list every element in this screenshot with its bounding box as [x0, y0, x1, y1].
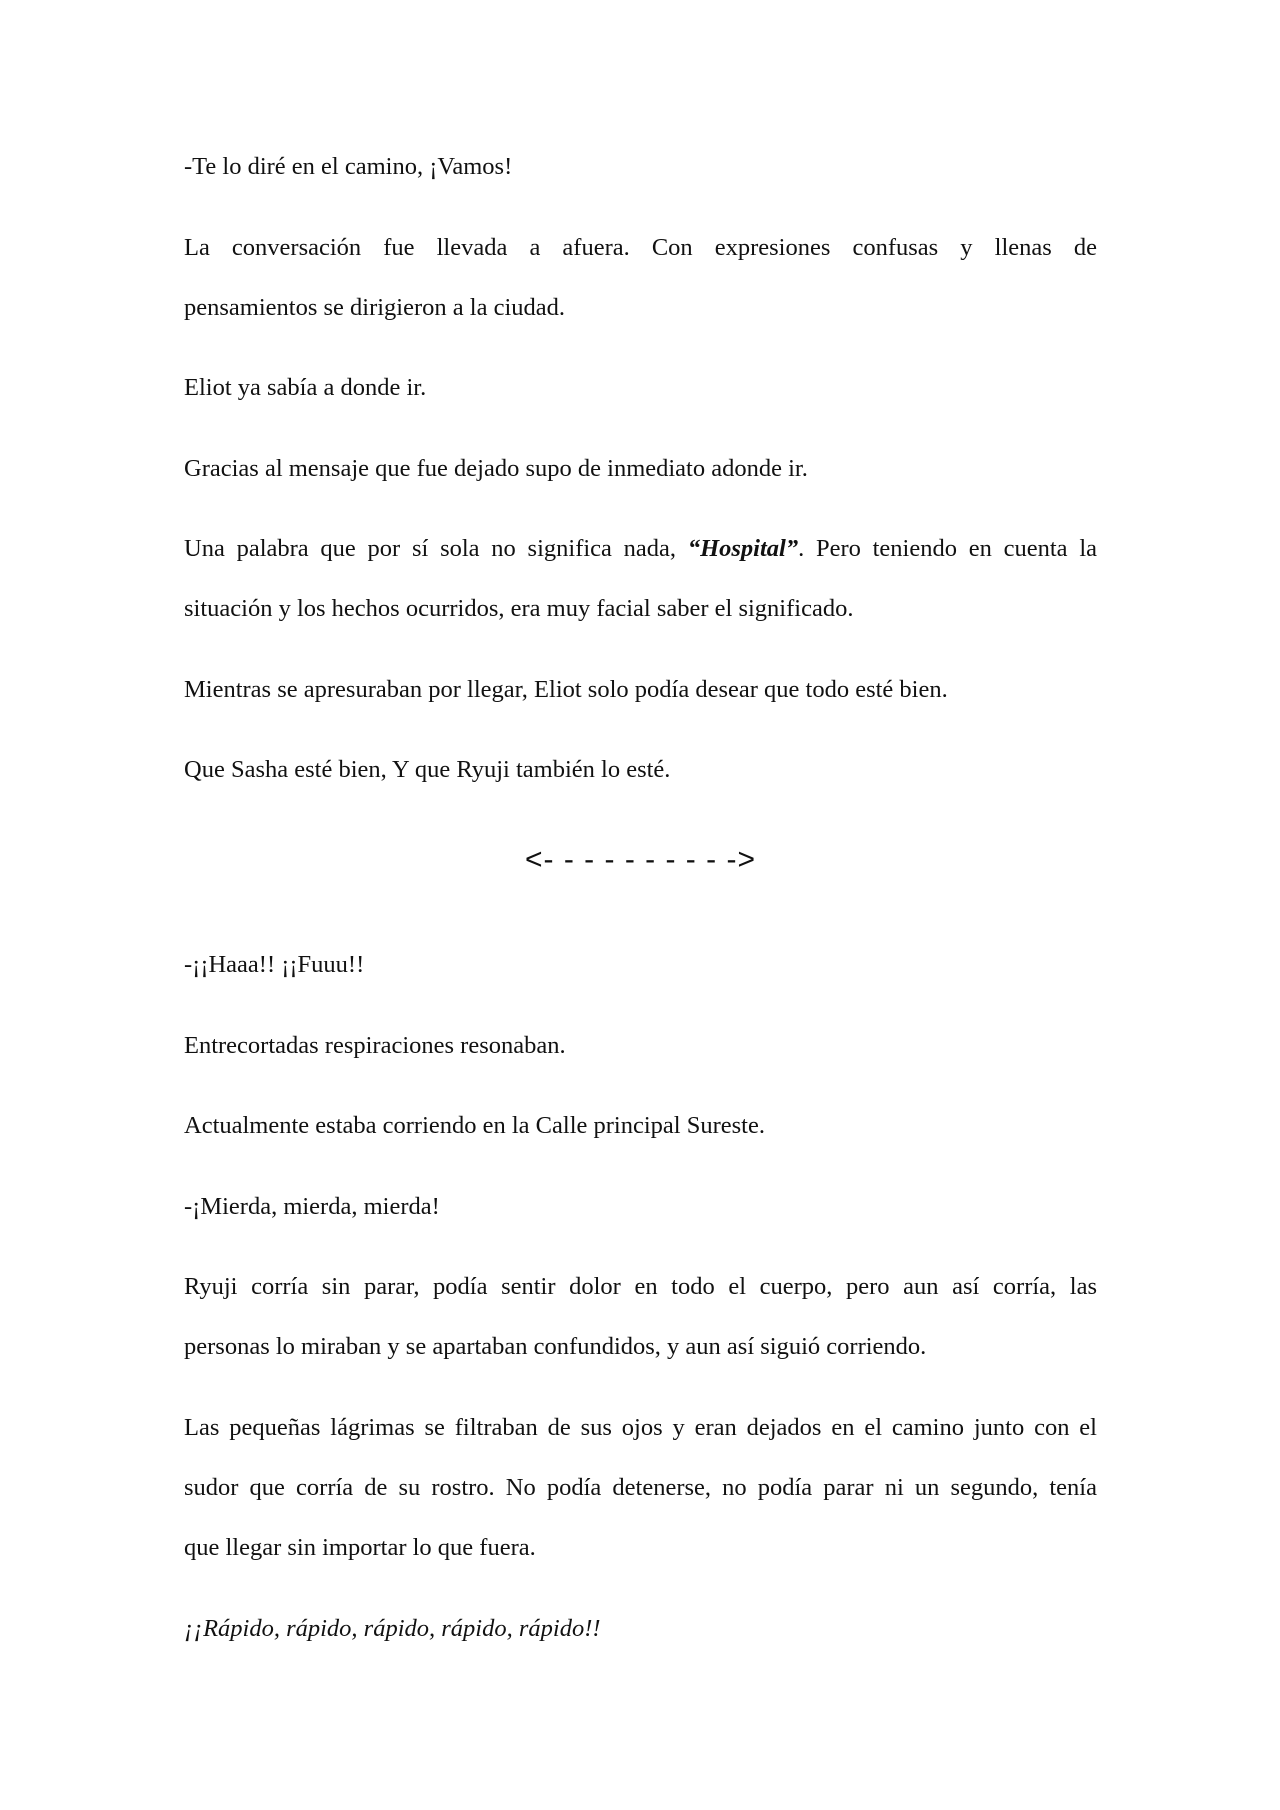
dialogue-line: -Te lo diré en el camino, ¡Vamos! [184, 153, 513, 180]
paragraph-line: pensamientos se dirigieron a la ciudad. [184, 294, 565, 321]
paragraph-line: Gracias al mensaje que fue dejado supo de inmediato adonde ir. [184, 455, 808, 482]
paragraph-line: Mientras se apresuraban por llegar, Eliot solo podía desear que todo esté bien. [184, 676, 948, 703]
document-page [184, 0, 1097, 1810]
scene-separator: <- - - - - - - - - -> [525, 843, 756, 876]
paragraph-line: Entrecortadas respiraciones resonaban. [184, 1032, 566, 1059]
paragraph-line: personas lo miraban y se apartaban confundidos, y aun así siguió corriendo. [184, 1333, 927, 1360]
emphasized-word: “Hospital” [687, 535, 799, 562]
paragraph-line: La conversación fue llevada a afuera. Con expresiones confusas y llenas de [184, 234, 1097, 261]
paragraph-line: Actualmente estaba corriendo en la Calle principal Sureste. [184, 1112, 765, 1139]
dialogue-line: -¡Mierda, mierda, mierda! [184, 1193, 440, 1220]
dialogue-line: -¡¡Haaa!! ¡¡Fuuu!! [184, 951, 365, 978]
paragraph-line: Las pequeñas lágrimas se filtraban de sus ojos y eran dejados en el camino junto con el [184, 1414, 1097, 1441]
paragraph-text: Una palabra que por sí sola no significa nada, [184, 535, 677, 562]
paragraph-line: que llegar sin importar lo que fuera. [184, 1534, 536, 1561]
paragraph-line: Que Sasha esté bien, Y que Ryuji también lo esté. [184, 756, 671, 783]
paragraph-line: Eliot ya sabía a donde ir. [184, 374, 427, 401]
italic-thought-line: ¡¡Rápido, rápido, rápido, rápido, rápido!! [184, 1615, 601, 1642]
paragraph-line: Ryuji corría sin parar, podía sentir dolor en todo el cuerpo, pero aun así corría, las [184, 1273, 1097, 1300]
paragraph-line: situación y los hechos ocurridos, era muy facial saber el significado. [184, 595, 854, 622]
paragraph-line: sudor que corría de su rostro. No podía detenerse, no podía parar ni un segundo, tenía [184, 1474, 1097, 1501]
paragraph-text: . Pero teniendo en cuenta la [798, 535, 1097, 562]
paragraph-line [184, 534, 1097, 564]
